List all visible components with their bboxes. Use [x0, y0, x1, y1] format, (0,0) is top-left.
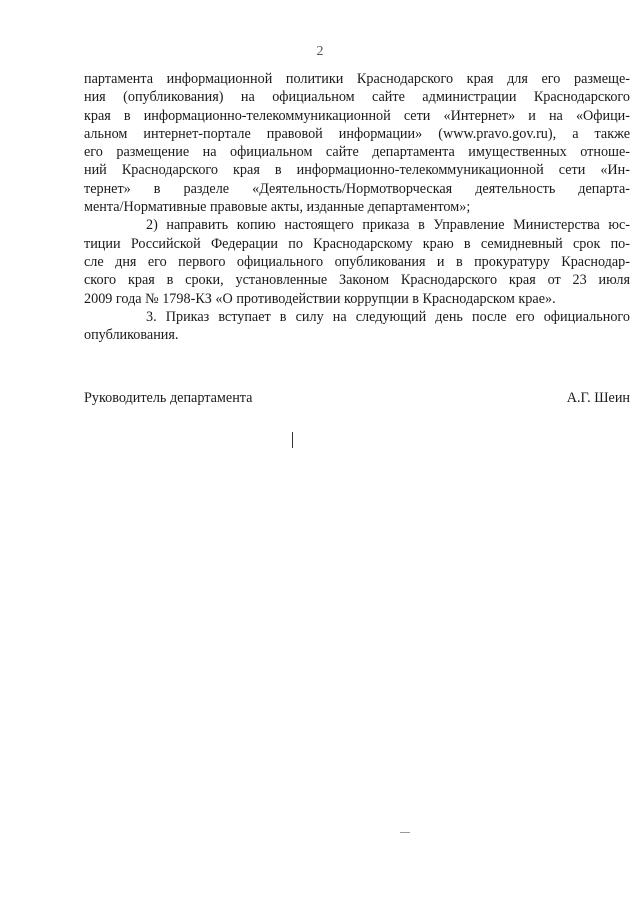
- signatory-position: Руководитель департамента: [84, 390, 253, 406]
- text-line: 3. Приказ вступает в силу на следующий день после его официального: [146, 308, 630, 325]
- text-line: ния (опубликования) на официальном сайте администрации Краснодарского: [84, 89, 630, 106]
- text-line: партамента информационной политики Краснодарского края для его размеще-: [84, 71, 630, 87]
- text-line: края в информационно-телекоммуникационной сети «Интернет» и на «Офици-: [84, 107, 630, 124]
- page-number: 2: [316, 44, 324, 59]
- text-line: опубликования.: [84, 327, 179, 344]
- scan-artifact-mark: [400, 832, 410, 833]
- signatory-name: А.Г. Шеин: [566, 390, 630, 406]
- text-line: 2009 года № 1798-КЗ «О противодействии коррупции в Краснодарском крае».: [84, 290, 556, 307]
- text-line: тиции Российской Федерации по Краснодарскому краю в семидневный срок по-: [84, 235, 630, 252]
- text-line: сле дня его первого официального опубликования и в прокуратуру Краснодар-: [84, 253, 630, 270]
- text-line: тернет» в разделе «Деятельность/Нормотворческая деятельность департа-: [84, 180, 630, 197]
- text-line: ний Краснодарского края в информационно-телекоммуникационной сети «Ин-: [84, 162, 630, 179]
- paragraph-item-2: [84, 216, 630, 307]
- document-body: [84, 70, 630, 344]
- signature-block: [84, 390, 630, 407]
- paragraph-item-3: [84, 308, 630, 345]
- text-line: 2) направить копию настоящего приказа в Управление Министерства юс-: [146, 217, 630, 234]
- paragraph-publication: [84, 70, 630, 216]
- text-line: его размещение на официальном сайте департамента имущественных отноше-: [84, 144, 630, 161]
- text-line: альном интернет-портале правовой информации» (www.pravo.gov.ru), а также: [84, 125, 630, 142]
- scan-artifact-mark: [292, 432, 293, 448]
- text-line: мента/Нормативные правовые акты, изданные департаментом»;: [84, 199, 471, 216]
- text-line: ского края в сроки, установленные Законом Краснодарского края от 23 июля: [84, 272, 630, 289]
